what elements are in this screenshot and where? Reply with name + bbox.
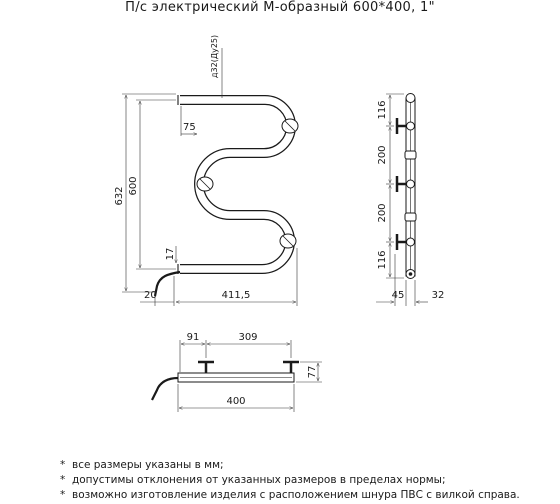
dim-17: 17 (165, 247, 176, 261)
dim-400: 400 (226, 396, 246, 407)
power-cord (155, 272, 180, 296)
front-view (114, 35, 298, 306)
dim-45: 45 (391, 290, 405, 301)
top-bracket-left (198, 362, 214, 373)
dim-116-top: 116 (377, 100, 388, 120)
pipe-diameter-label: д32(Ду25) (210, 34, 219, 78)
notes-list (60, 458, 520, 503)
m-shaped-pipe (155, 95, 298, 296)
dim-20: 20 (144, 290, 157, 301)
note-item: * допустимы отклонения от указанных размеров в пределах нормы; (60, 474, 446, 486)
dim-32: 32 (431, 290, 445, 301)
dim-411-5: 411,5 (221, 290, 251, 301)
note-item: * возможно изготовление изделия с расположением шнура ПВС с вилкой справа. (60, 489, 520, 501)
dim-200-b: 200 (377, 203, 388, 223)
side-view (376, 94, 444, 307)
dim-632: 632 (114, 186, 125, 206)
dim-309: 309 (238, 332, 258, 343)
dim-91: 91 (186, 332, 200, 343)
top-power-cord (152, 378, 178, 400)
dim-116-bottom: 116 (377, 250, 388, 270)
dim-200-a: 200 (377, 145, 388, 165)
top-bracket-right (283, 362, 299, 373)
note-item: * все размеры указаны в мм; (60, 459, 224, 471)
dim-75: 75 (183, 122, 196, 133)
drawing-title: П/с электрический М-образный 600*400, 1" (125, 0, 435, 15)
dim-77: 77 (307, 365, 318, 379)
top-view (152, 332, 322, 412)
dim-600: 600 (128, 176, 139, 196)
